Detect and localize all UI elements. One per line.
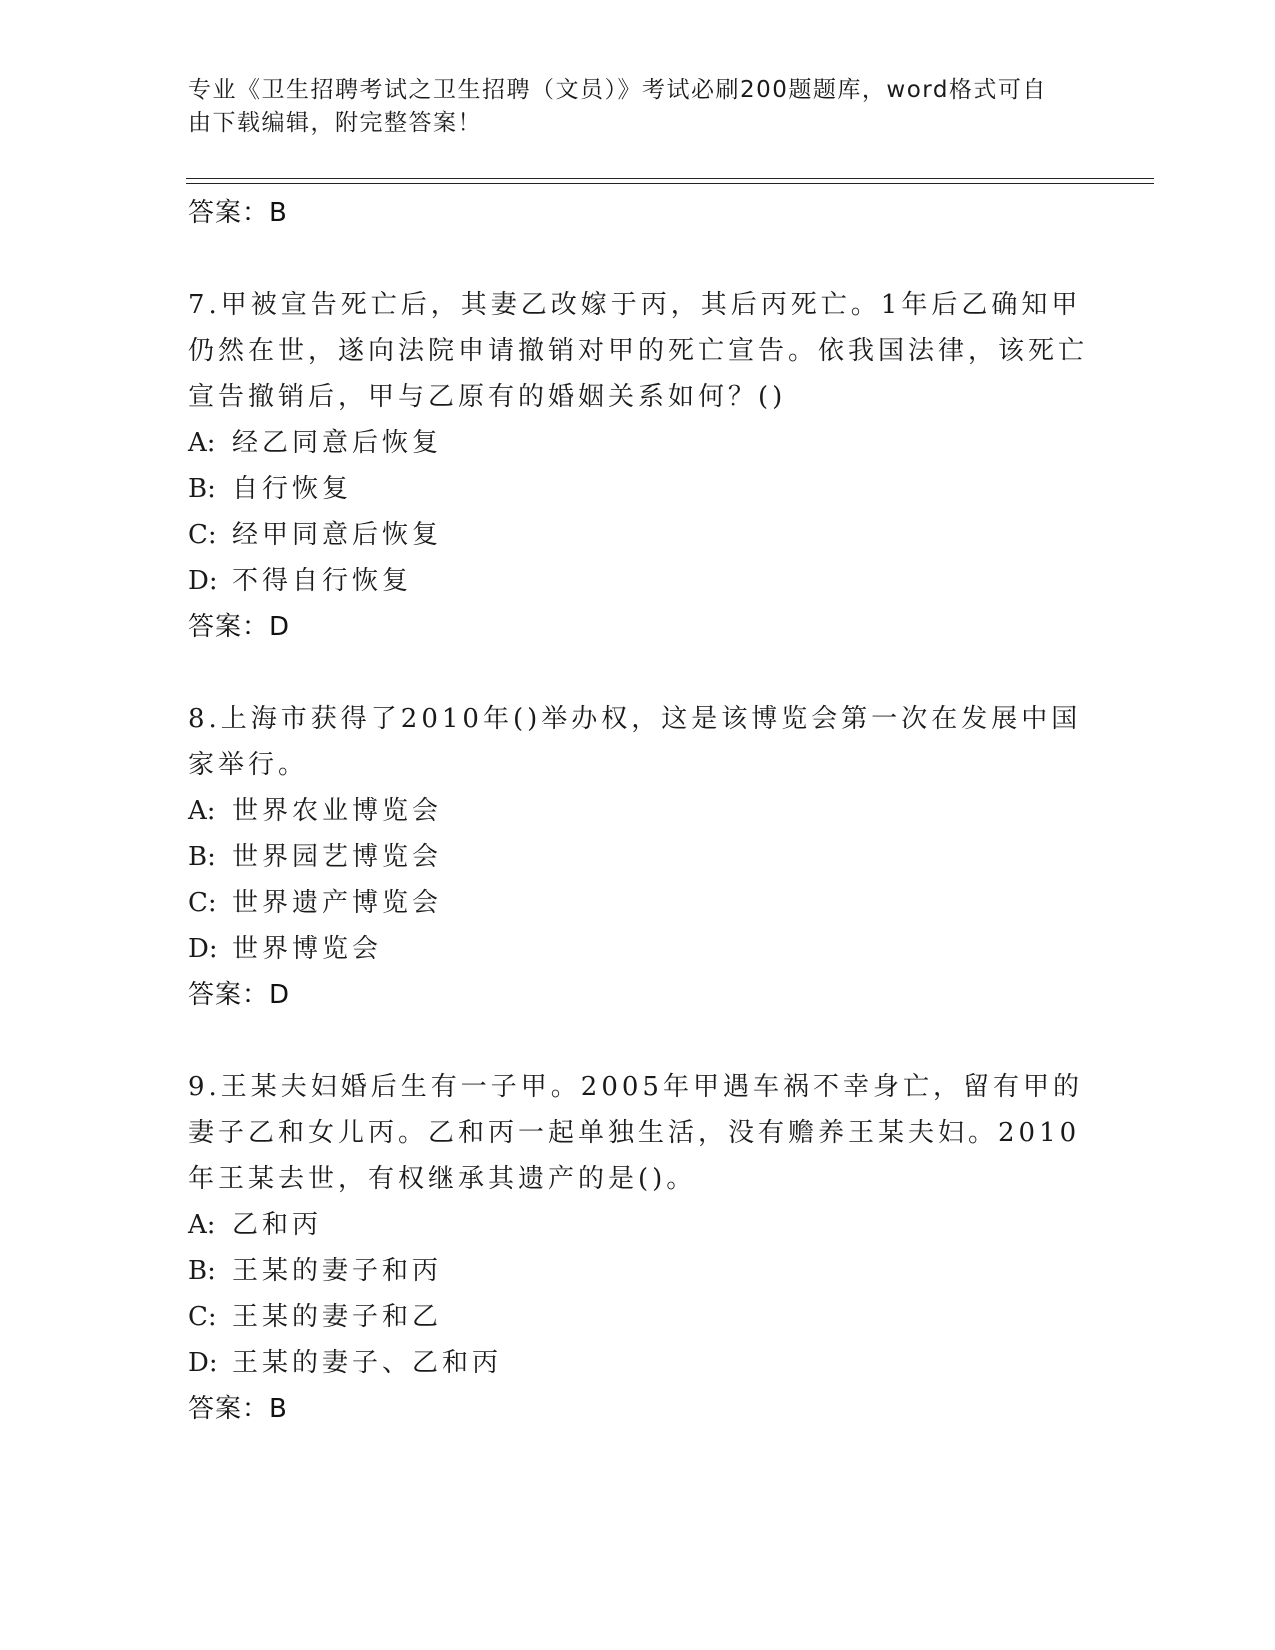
option-letter: A: — [188, 1210, 216, 1240]
option-text: 世界农业博览会 — [232, 796, 443, 826]
option-b — [188, 1248, 1088, 1294]
question-text: 8.上海市获得了2010年()举办权，这是该博览会第一次在发展中国家举行。 — [188, 704, 1082, 780]
option-letter: A: — [188, 428, 216, 458]
option-a — [188, 1202, 1088, 1248]
option-text: 不得自行恢复 — [232, 566, 413, 596]
question-block — [188, 696, 1088, 1018]
option-a — [188, 788, 1088, 834]
document-header: 专业《卫生招聘考试之卫生招聘（文员）》考试必刷200题题库，word格式可自由下载编辑，附完整答案！ — [188, 77, 1047, 136]
option-letter: C: — [188, 1302, 217, 1332]
option-text: 经甲同意后恢复 — [232, 520, 443, 550]
option-text: 王某的妻子、乙和丙 — [232, 1348, 503, 1378]
option-c — [188, 880, 1088, 926]
question-text: 7.甲被宣告死亡后，其妻乙改嫁于丙，其后丙死亡。1年后乙确知甲仍然在世，遂向法院申请撤销对甲的死亡宣告。依我国法律，该死亡宣告撤销后，甲与乙原有的婚姻关系如何？() — [188, 290, 1089, 412]
option-d — [188, 926, 1088, 972]
option-letter: D: — [188, 566, 218, 596]
option-letter: C: — [188, 888, 217, 918]
option-text: 世界遗产博览会 — [232, 888, 443, 918]
answer-line: 答案：B — [188, 1394, 288, 1424]
answer-line: 答案：D — [188, 980, 291, 1010]
option-text: 乙和丙 — [232, 1210, 323, 1240]
question-text: 9.王某夫妇婚后生有一子甲。2005年甲遇车祸不幸身亡，留有甲的妻子乙和女儿丙。乙和丙一起单独生活，没有赡养王某夫妇。2010年王某去世，有权继承其遗产的是()。 — [188, 1072, 1083, 1194]
option-text: 世界博览会 — [232, 934, 383, 964]
option-letter: D: — [188, 934, 218, 964]
question-list — [188, 190, 1088, 1432]
option-text: 自行恢复 — [232, 474, 353, 504]
option-letter: D: — [188, 1348, 218, 1378]
option-text: 经乙同意后恢复 — [232, 428, 443, 458]
answer-line: 答案：B — [188, 198, 288, 228]
option-b — [188, 466, 1088, 512]
option-c — [188, 512, 1088, 558]
question-block — [188, 1064, 1088, 1432]
option-letter: B: — [188, 474, 216, 504]
option-letter: C: — [188, 520, 217, 550]
option-a — [188, 420, 1088, 466]
question-block — [188, 282, 1088, 650]
option-letter: B: — [188, 842, 216, 872]
answer-line: 答案：D — [188, 612, 291, 642]
header-divider-bottom — [186, 183, 1154, 184]
option-c — [188, 1294, 1088, 1340]
option-text: 世界园艺博览会 — [232, 842, 443, 872]
option-d — [188, 558, 1088, 604]
option-letter: B: — [188, 1256, 216, 1286]
option-text: 王某的妻子和乙 — [232, 1302, 443, 1332]
option-letter: A: — [188, 796, 216, 826]
option-b — [188, 834, 1088, 880]
option-d — [188, 1340, 1088, 1386]
option-text: 王某的妻子和丙 — [232, 1256, 443, 1286]
header-divider-top — [186, 178, 1154, 179]
